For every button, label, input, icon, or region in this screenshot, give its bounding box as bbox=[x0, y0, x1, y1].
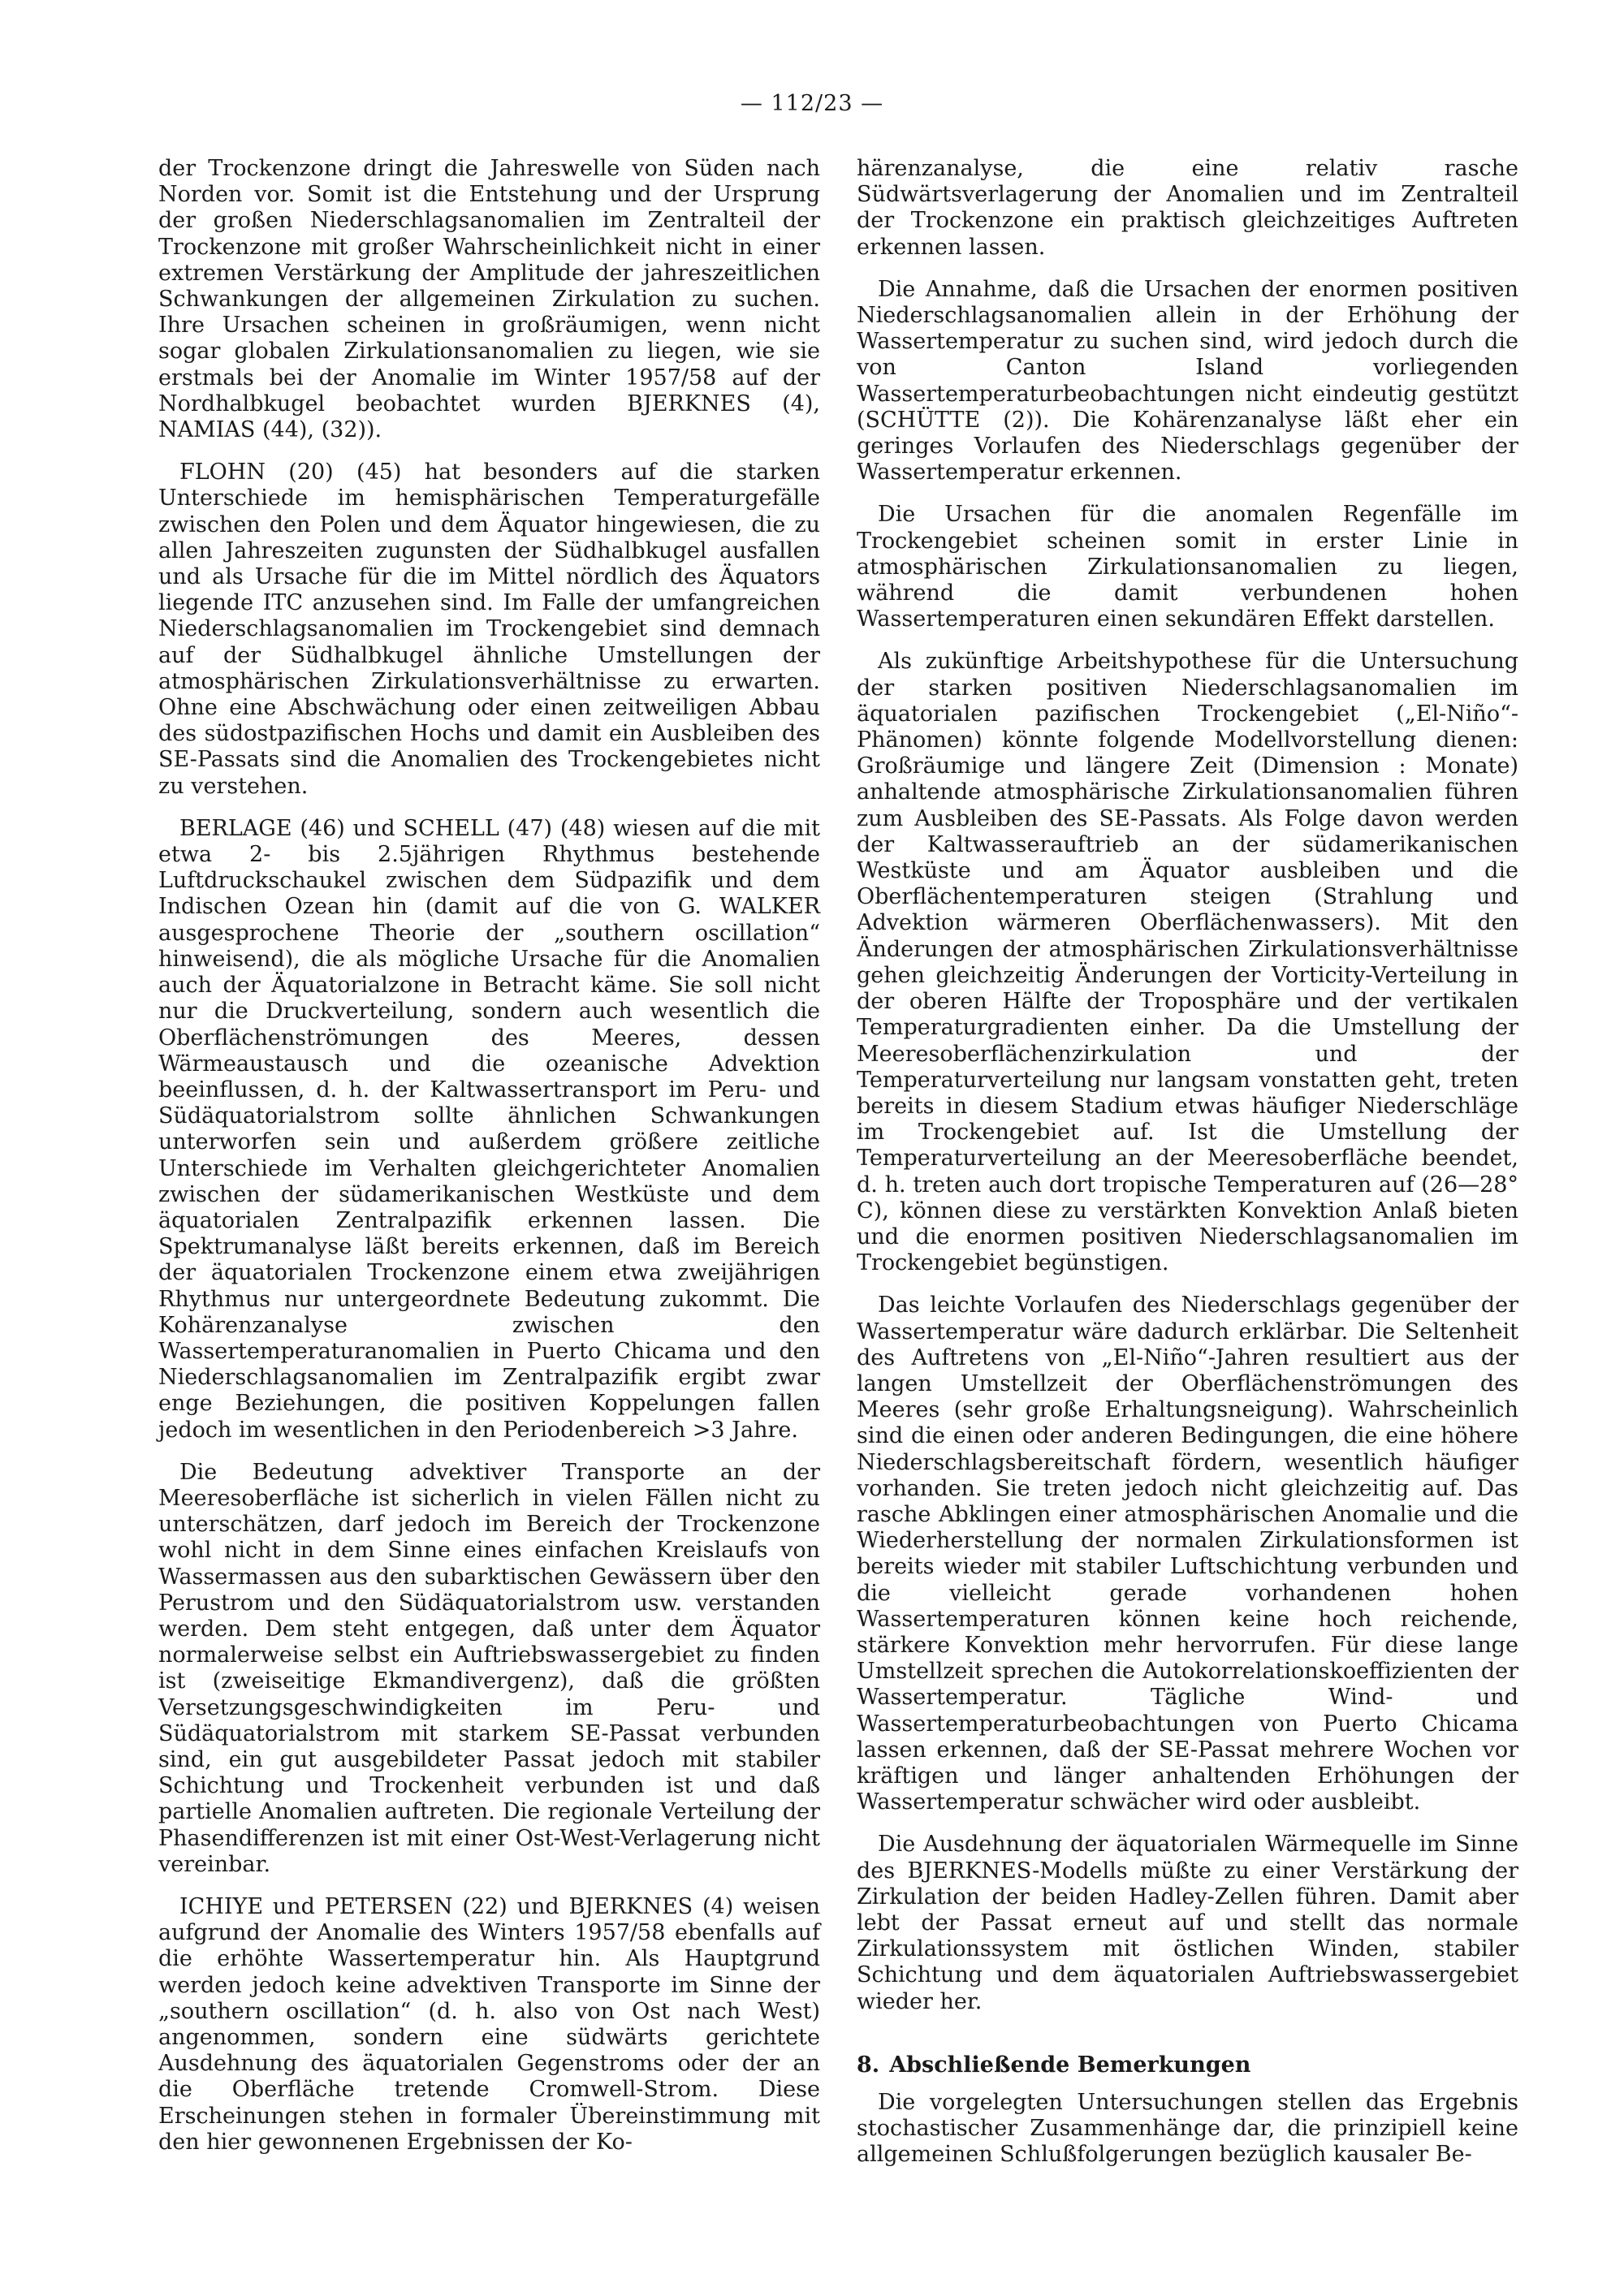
body-paragraph: Die Ausdehnung der äquatorialen Wärmequelle im Sinne des BJERKNES-Modells müßte zu einer Verstärkung der Zirkulation der beiden Hadley-Zellen führen. Damit aber lebt der Passat erneut auf und stellt das normale Zirkulationssystem mit östlichen Winden, stabiler Schichtung und dem äquatorialen Auftriebswassergebiet wieder her. bbox=[857, 1832, 1518, 2014]
body-paragraph: FLOHN (20) (45) hat besonders auf die starken Unterschiede im hemisphärischen Temperaturgefälle zwischen den Polen und dem Äquator hingewiesen, die zu allen Jahreszeiten zugunsten der Südhalbkugel ausfallen und als Ursache für die im Mittel nördlich des Äquators liegende ITC anzusehen sind. Im Falle der umfangreichen Niederschlagsanomalien im Trockengebiet sind demnach auf der Südhalbkugel ähnliche Umstellungen der atmosphärischen Zirkulationsverhältnisse zu erwarten. Ohne eine Abschwächung oder einen zeitweiligen Abbau des südostpazifischen Hochs und damit ein Ausbleiben des SE-Passats sind die Anomalien des Trockengebietes nicht zu verstehen. bbox=[158, 460, 820, 799]
right-column bbox=[857, 156, 1518, 2184]
body-paragraph: Die vorgelegten Untersuchungen stellen das Ergebnis stochastischer Zusammenhänge dar, die prinzipiell keine allgemeinen Schlußfolgerungen bezüglich kausaler Be- bbox=[857, 2089, 1518, 2168]
page-number: — 112/23 — bbox=[740, 91, 884, 116]
body-paragraph: ICHIYE und PETERSEN (22) und BJERKNES (4) weisen aufgrund der Anomalie des Winters 1957/58 ebenfalls auf die erhöhte Wassertemperatur hin. Als Hauptgrund werden jedoch keine advektiven Transporte im Sinne der „southern oscillation“ (d. h. also von Ost nach West) angenommen, sondern eine südwärts gerichtete Ausdehnung des äquatorialen Gegenstroms oder der an die Oberfläche tretende Cromwell-Strom. Diese Erscheinungen stehen in formaler Übereinstimmung mit den hier gewonnenen Ergebnissen der Ko- bbox=[158, 1894, 820, 2155]
body-paragraph: Die Annahme, daß die Ursachen der enormen positiven Niederschlagsanomalien allein in der Erhöhung der Wassertemperatur zu suchen sind, wird jedoch durch die von Canton Island vorliegenden Wassertemperaturbeobachtungen nicht eindeutig gestützt (SCHÜTTE (2)). Die Kohärenzanalyse läßt eher ein geringes Vorlaufen des Niederschlags gegenüber der Wassertemperatur erkennen. bbox=[857, 276, 1518, 486]
body-paragraph: Als zukünftige Arbeitshypothese für die Untersuchung der starken positiven Niederschlagsanomalien im äquatorialen pazifischen Trockengebiet („El-Niño“-Phänomen) könnte folgende Modellvorstellung dienen: Großräumige und längere Zeit (Dimension : Monate) anhaltende atmosphärische Zirkulationsanomalien führen zum Ausbleiben des SE-Passats. Als Folge davon werden der Kaltwasserauftrieb an der südamerikanischen Westküste und am Äquator ausbleiben und die Oberflächentemperaturen steigen (Strahlung und Advektion wärmeren Oberflächenwassers). Mit den Änderungen der atmosphärischen Zirkulationsverhältnisse gehen gleichzeitig Änderungen der Vorticity-Verteilung in der oberen Hälfte der Troposphäre und der vertikalen Temperaturgradienten einher. Da die Umstellung der Meeresoberflächenzirkulation und der Temperaturverteilung nur langsam vonstatten geht, treten bereits in diesem Stadium etwas häufiger Niederschläge im Trockengebiet auf. Ist die Umstellung der Temperaturverteilung an der Meeresoberfläche beendet, d. h. treten auch dort tropische Temperaturen auf (26—28° C), können diese zu verstärkten Konvektion Anlaß bieten und die enormen positiven Niederschlagsanomalien im Trockengebiet begünstigen. bbox=[857, 649, 1518, 1276]
section-title: Abschließende Bemerkungen bbox=[889, 2052, 1251, 2078]
body-paragraph: Die Ursachen für die anomalen Regenfälle im Trockengebiet scheinen somit in erster Linie in atmosphärischen Zirkulationsanomalien zu liegen, während die damit verbundenen hohen Wassertemperaturen einen sekundären Effekt darstellen. bbox=[857, 502, 1518, 632]
section-heading bbox=[857, 2052, 1518, 2078]
body-paragraph: BERLAGE (46) und SCHELL (47) (48) wiesen auf die mit etwa 2- bis 2.5jährigen Rhythmus bestehende Luftdruckschaukel zwischen dem Südpazifik und dem Indischen Ozean hin (damit auf die von G. WALKER ausgesprochene Theorie der „southern oscillation“ hinweisend), die als mögliche Ursache für die Anomalien auch der Äquatorialzone in Betracht käme. Sie soll nicht nur die Druckverteilung, sondern auch wesentlich die Oberflächenströmungen des Meeres, dessen Wärmeaustausch und die ozeanische Advektion beeinflussen, d. h. der Kaltwassertransport im Peru- und Südäquatorialstrom sollte ähnlichen Schwankungen unterworfen sein und außerdem größere zeitliche Unterschiede im Verhalten gleichgerichteter Anomalien zwischen der südamerikanischen Westküste und dem äquatorialen Zentralpazifik erkennen lassen. Die Spektrumanalyse läßt bereits erkennen, daß im Bereich der äquatorialen Trockenzone einem etwa zweijährigen Rhythmus nur untergeordnete Bedeutung zukommt. Die Kohärenzanalyse zwischen den Wassertemperaturanomalien in Puerto Chicama und den Niederschlagsanomalien im Zentralpazifik ergibt zwar enge Beziehungen, die positiven Koppelungen fallen jedoch im wesentlichen in den Periodenbereich >3 Jahre. bbox=[158, 815, 820, 1443]
body-paragraph: Die Bedeutung advektiver Transporte an der Meeresoberfläche ist sicherlich in vielen Fällen nicht zu unterschätzen, darf jedoch im Bereich der Trockenzone wohl nicht in dem Sinne eines einfachen Kreislaufs von Wassermassen aus den subarktischen Gewässern über den Perustrom und den Südäquatorialstrom usw. verstanden werden. Dem steht entgegen, daß unter dem Äquator normalerweise selbst ein Auftriebswassergebiet zu finden ist (zweiseitige Ekmandivergenz), daß die größten Versetzungsgeschwindigkeiten im Peru- und Südäquatorialstrom mit starkem SE-Passat verbunden sind, ein gut ausgebildeter Passat jedoch mit stabiler Schichtung und Trockenheit verbunden ist und daß partielle Anomalien auftreten. Die regionale Verteilung der Phasendifferenzen ist mit einer Ost-West-Verlagerung nicht vereinbar. bbox=[158, 1459, 820, 1877]
body-paragraph: härenzanalyse, die eine relativ rasche Südwärtsverlagerung der Anomalien und im Zentralteil der Trockenzone ein praktisch gleichzeitiges Auftreten erkennen lassen. bbox=[857, 156, 1518, 260]
section-number: 8. bbox=[857, 2052, 880, 2078]
left-column bbox=[158, 156, 820, 2172]
body-paragraph: der Trockenzone dringt die Jahreswelle von Süden nach Norden vor. Somit ist die Entstehung und der Ursprung der großen Niederschlagsanomalien im Zentralteil der Trockenzone mit großer Wahrscheinlichkeit nicht in einer extremen Verstärkung der Amplitude der jahreszeitlichen Schwankungen der allgemeinen Zirkulation zu suchen. Ihre Ursachen scheinen in großräumigen, wenn nicht sogar globalen Zirkulationsanomalien zu liegen, wie sie erstmals bei der Anomalie im Winter 1957/58 auf der Nordhalbkugel beobachtet wurden BJERKNES (4), NAMIAS (44), (32)). bbox=[158, 156, 820, 443]
body-paragraph: Das leichte Vorlaufen des Niederschlags gegenüber der Wassertemperatur wäre dadurch erklärbar. Die Seltenheit des Auftretens von „El-Niño“-Jahren resultiert aus der langen Umstellzeit der Oberflächenströmungen des Meeres (sehr große Erhaltungsneigung). Wahrscheinlich sind die einen oder anderen Bedingungen, die eine höhere Niederschlagsbereitschaft fördern, wesentlich häufiger vorhanden. Sie treten jedoch nicht gleichzeitig auf. Das rasche Abklingen einer atmosphärischen Anomalie und die Wiederherstellung der normalen Zirkulationsformen ist bereits wieder mit stabiler Luftschichtung verbunden und die vielleicht gerade vorhandenen hohen Wassertemperaturen können keine hoch reichende, stärkere Konvektion mehr hervorrufen. Für diese lange Umstellzeit sprechen die Autokorrelationskoeffizienten der Wassertemperatur. Tägliche Wind- und Wassertemperaturbeobachtungen von Puerto Chicama lassen erkennen, daß der SE-Passat mehrere Wochen vor kräftigen und länger anhaltenden Erhöhungen der Wassertemperatur schwächer wird oder ausbleibt. bbox=[857, 1293, 1518, 1815]
